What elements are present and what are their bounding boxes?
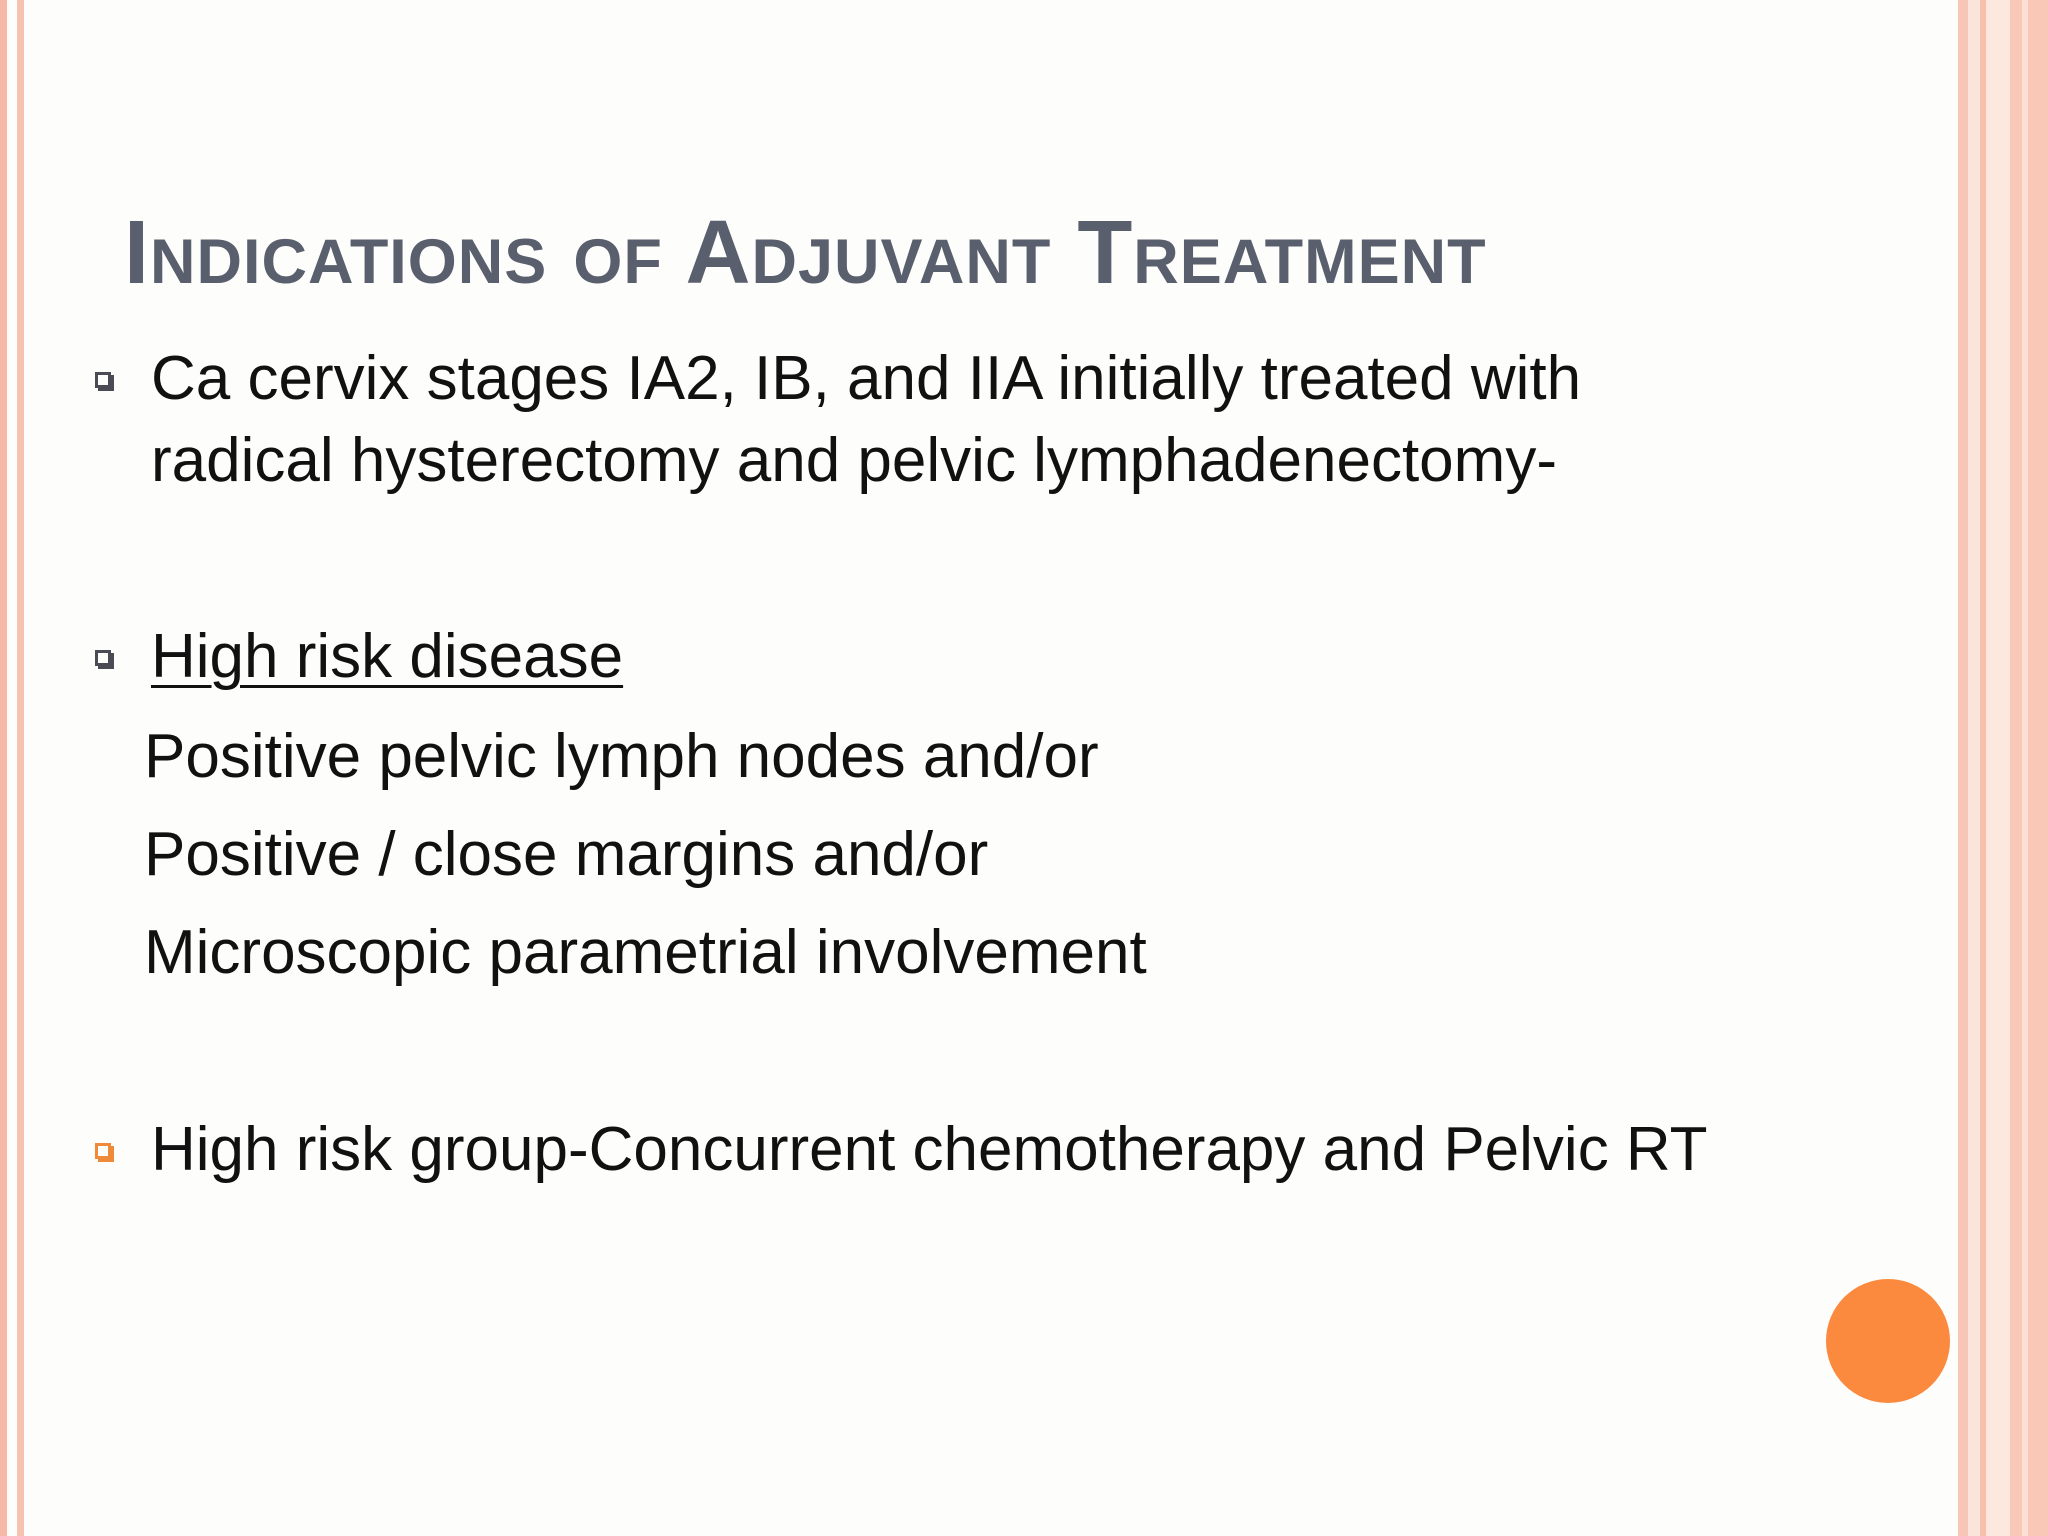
right-border-stripe xyxy=(1986,0,2010,1536)
left-border-stripe xyxy=(17,0,24,1536)
high-risk-item-2: Positive / close margins and/or xyxy=(144,820,989,889)
bullet-1-line-1: Ca cervix stages IA2, IB, and IIA initially treated with xyxy=(151,344,1582,413)
high-risk-heading: High risk disease xyxy=(151,622,624,691)
orange-circle-decoration xyxy=(1826,1279,1950,1403)
slide-title: Indications of Adjuvant Treatment xyxy=(124,203,1487,303)
right-border-stripe xyxy=(1968,0,1980,1536)
square-bullet-icon xyxy=(95,372,111,388)
bullet-1-line-2: radical hysterectomy and pelvic lymphadenectomy- xyxy=(151,426,1557,495)
high-risk-item-1: Positive pelvic lymph nodes and/or xyxy=(144,722,1099,791)
left-border-stripe xyxy=(0,0,7,1536)
high-risk-item-3: Microscopic parametrial involvement xyxy=(144,918,1147,987)
right-border-stripe xyxy=(2010,0,2048,1536)
right-border-stripe xyxy=(1958,0,1968,1536)
square-bullet-icon xyxy=(95,650,111,666)
square-bullet-icon xyxy=(95,1143,111,1159)
bullet-3-line-1: High risk group-Concurrent chemotherapy and Pelvic RT xyxy=(151,1115,1708,1184)
